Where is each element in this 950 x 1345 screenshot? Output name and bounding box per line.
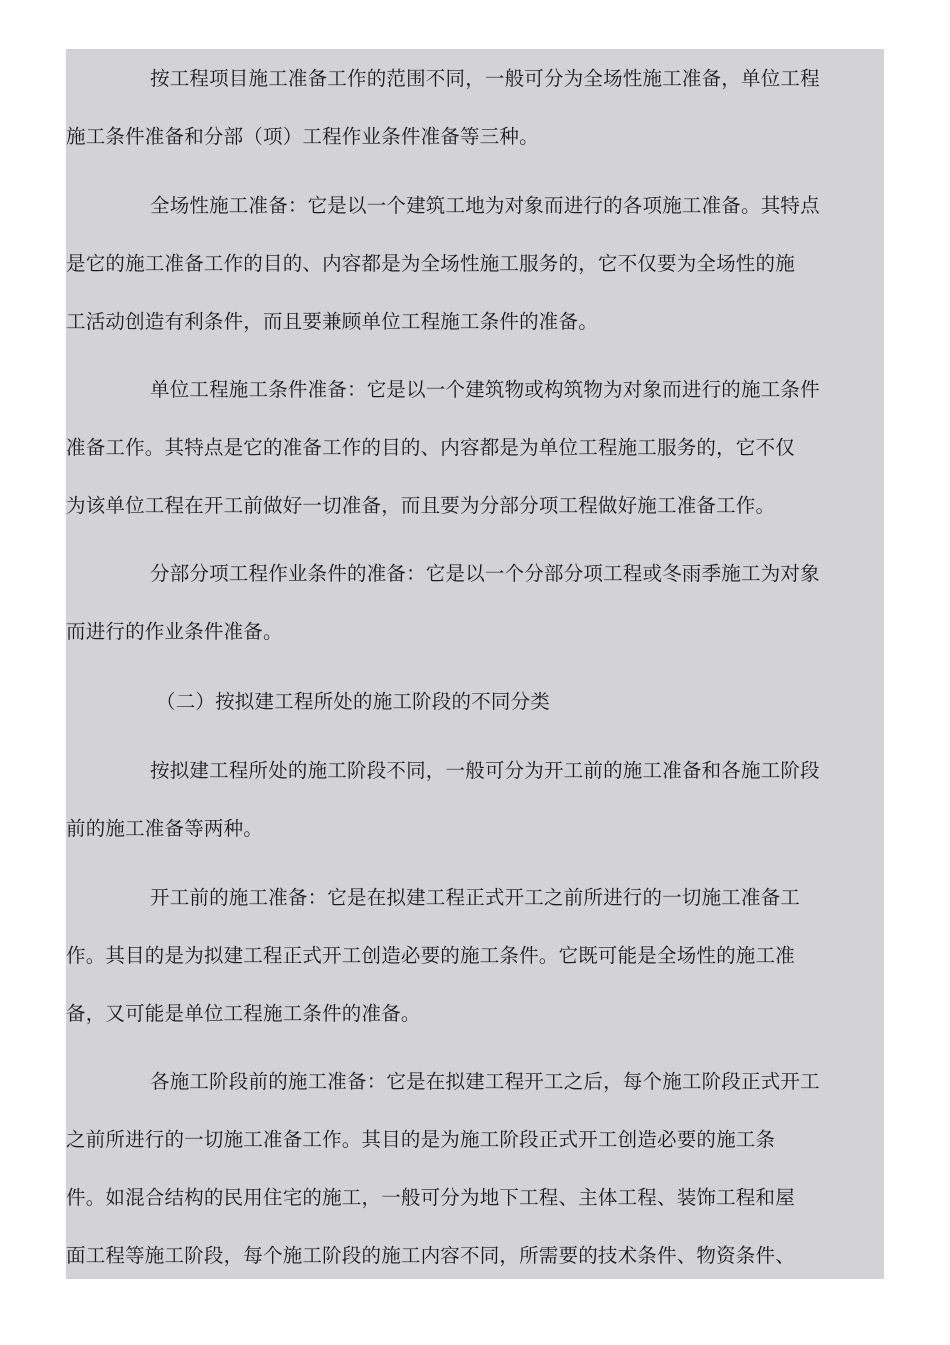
paragraph-line: 准备工作。其特点是它的准备工作的目的、内容都是为单位工程施工服务的，它不仅 (66, 436, 795, 459)
paragraph-line: 工活动创造有利条件，而且要兼顾单位工程施工条件的准备。 (66, 310, 598, 333)
paragraph-line: 作。其目的是为拟建工程正式开工创造必要的施工条件。它既可能是全场性的施工准 (66, 944, 795, 967)
paragraph-line: 按工程项目施工准备工作的范围不同，一般可分为全场性施工准备，单位工程 (150, 67, 820, 90)
paragraph-line: 按拟建工程所处的施工阶段不同，一般可分为开工前的施工准备和各施工阶段 (150, 759, 820, 782)
document-page (66, 49, 884, 1279)
paragraph-line: 备，又可能是单位工程施工条件的准备。 (66, 1002, 421, 1025)
paragraph-line: 面工程等施工阶段，每个施工阶段的施工内容不同，所需要的技术条件、物资条件、 (66, 1244, 795, 1267)
paragraph-line: 是它的施工准备工作的目的、内容都是为全场性施工服务的，它不仅要为全场性的施 (66, 252, 795, 275)
paragraph-line: 分部分项工程作业条件的准备：它是以一个分部分项工程或冬雨季施工为对象 (150, 562, 820, 585)
section-heading: （二）按拟建工程所处的施工阶段的不同分类 (156, 690, 551, 713)
paragraph-line: 开工前的施工准备：它是在拟建工程正式开工之前所进行的一切施工准备工 (150, 886, 801, 909)
paragraph-line: 各施工阶段前的施工准备：它是在拟建工程开工之后，每个施工阶段正式开工 (150, 1070, 820, 1093)
paragraph-line: 单位工程施工条件准备：它是以一个建筑物或构筑物为对象而进行的施工条件 (150, 378, 820, 401)
paragraph-line: 前的施工准备等两种。 (66, 817, 264, 840)
paragraph-line: 施工条件准备和分部（项）工程作业条件准备等三种。 (66, 125, 539, 148)
paragraph-line: 而进行的作业条件准备。 (66, 620, 283, 643)
paragraph-line: 全场性施工准备：它是以一个建筑工地为对象而进行的各项施工准备。其特点 (150, 194, 820, 217)
paragraph-line: 之前所进行的一切施工准备工作。其目的是为施工阶段正式开工创造必要的施工条 (66, 1128, 776, 1151)
paragraph-line: 件。如混合结构的民用住宅的施工，一般可分为地下工程、主体工程、装饰工程和屋 (66, 1186, 795, 1209)
paragraph-line: 为该单位工程在开工前做好一切准备，而且要为分部分项工程做好施工准备工作。 (66, 494, 776, 517)
